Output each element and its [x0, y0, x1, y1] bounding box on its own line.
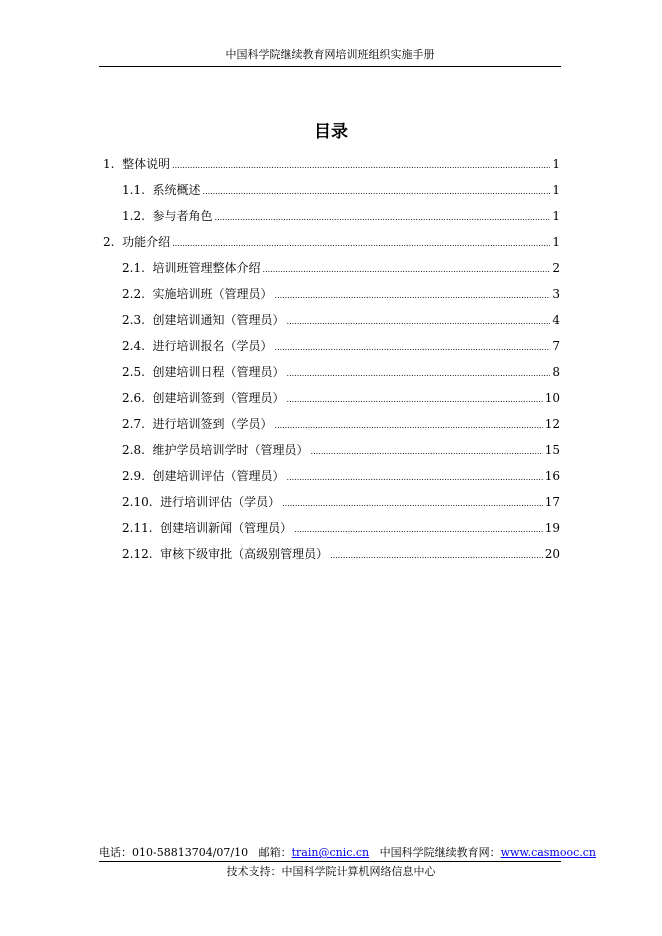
toc-entry[interactable]	[103, 151, 560, 177]
email-label: 邮箱：	[258, 846, 292, 859]
toc-entry[interactable]	[103, 177, 560, 203]
toc-entry-page: 10	[544, 391, 560, 405]
toc-entry[interactable]	[103, 463, 560, 489]
toc-entry-label: 2.11. 创建培训新闻（管理员）	[122, 521, 293, 535]
toc-entry-page: 17	[544, 495, 560, 509]
toc-entry-page: 15	[544, 443, 560, 457]
toc-leader-dots	[287, 309, 551, 335]
page-header	[99, 46, 561, 67]
toc-leader-dots	[275, 283, 551, 309]
footer-divider	[99, 861, 561, 862]
toc-entry-page: 1	[552, 209, 560, 223]
toc-entry-label: 1.2. 参与者角色	[122, 209, 213, 223]
toc-leader-dots	[294, 517, 543, 543]
toc-entry-label: 2.2. 实施培训班（管理员）	[122, 287, 273, 301]
toc-entry-label: 2.4. 进行培训报名（学员）	[122, 339, 273, 353]
toc-entry-label: 2.9. 创建培训评估（管理员）	[122, 469, 285, 483]
toc-leader-dots	[311, 439, 543, 465]
toc-leader-dots	[172, 153, 550, 179]
phone-number: 010-58813704/07/10	[132, 846, 249, 859]
toc-entry[interactable]	[103, 255, 560, 281]
toc-entry-label: 2.1. 培训班管理整体介绍	[122, 261, 261, 275]
toc-leader-dots	[287, 361, 551, 387]
toc-entry-label: 1. 整体说明	[103, 157, 171, 171]
toc-entry-label: 2.8. 维护学员培训学时（管理员）	[122, 443, 309, 457]
toc-entry-page: 8	[552, 365, 560, 379]
toc-entry-page: 12	[544, 417, 560, 431]
toc-leader-dots	[282, 491, 543, 517]
footer-support: 技术支持：中国科学院计算机网络信息中心	[226, 865, 436, 878]
phone-label: 电话：	[99, 846, 132, 859]
header-title: 中国科学院继续教育网培训班组织实施手册	[225, 48, 435, 61]
toc-entry-label: 1.1. 系统概述	[122, 183, 201, 197]
toc-leader-dots	[275, 335, 551, 361]
toc-leader-dots	[330, 543, 543, 569]
toc-leader-dots	[172, 231, 550, 257]
email-link[interactable]: train@cnic.cn	[291, 846, 370, 859]
toc-entry[interactable]	[103, 437, 560, 463]
toc-leader-dots	[287, 387, 543, 413]
toc-entry-page: 2	[552, 261, 560, 275]
toc-entry-label: 2.7. 进行培训签到（学员）	[122, 417, 273, 431]
toc-leader-dots	[275, 413, 543, 439]
toc-entry[interactable]	[103, 307, 560, 333]
toc-entry-page: 1	[552, 183, 560, 197]
toc-leader-dots	[263, 257, 551, 283]
toc-entry[interactable]	[103, 281, 560, 307]
toc-entry-page: 19	[544, 521, 560, 535]
toc-entry[interactable]	[103, 203, 560, 229]
toc-entry[interactable]	[103, 359, 560, 385]
toc-entry[interactable]	[103, 515, 560, 541]
toc-entry[interactable]	[103, 411, 560, 437]
toc-leader-dots	[203, 179, 551, 205]
toc-entry-page: 1	[552, 157, 560, 171]
toc-entry[interactable]	[103, 385, 560, 411]
toc-entry[interactable]	[103, 229, 560, 255]
toc-entry-label: 2.5. 创建培训日程（管理员）	[122, 365, 285, 379]
toc-entry-page: 16	[544, 469, 560, 483]
toc-entry-page: 20	[544, 547, 560, 561]
site-link[interactable]: www.casmooc.cn	[500, 846, 597, 859]
toc-entry-page: 1	[552, 235, 560, 249]
toc-entry-label: 2.6. 创建培训签到（管理员）	[122, 391, 285, 405]
footer-contact	[99, 845, 597, 861]
toc-title: 目录	[314, 122, 348, 142]
toc-entry-page: 4	[552, 313, 560, 327]
toc-entry[interactable]	[103, 541, 560, 567]
toc-entry-page: 7	[552, 339, 560, 353]
table-of-contents	[103, 151, 560, 567]
toc-leader-dots	[287, 465, 543, 491]
toc-entry[interactable]	[103, 333, 560, 359]
toc-entry-label: 2. 功能介绍	[103, 235, 171, 249]
toc-leader-dots	[215, 205, 551, 231]
toc-entry-label: 2.10. 进行培训评估（学员）	[122, 495, 281, 509]
toc-entry-label: 2.3. 创建培训通知（管理员）	[122, 313, 285, 327]
site-label: 中国科学院继续教育网：	[379, 846, 501, 859]
toc-entry[interactable]	[103, 489, 560, 515]
toc-entry-label: 2.12. 审核下级审批（高级别管理员）	[122, 547, 329, 561]
toc-entry-page: 3	[552, 287, 560, 301]
